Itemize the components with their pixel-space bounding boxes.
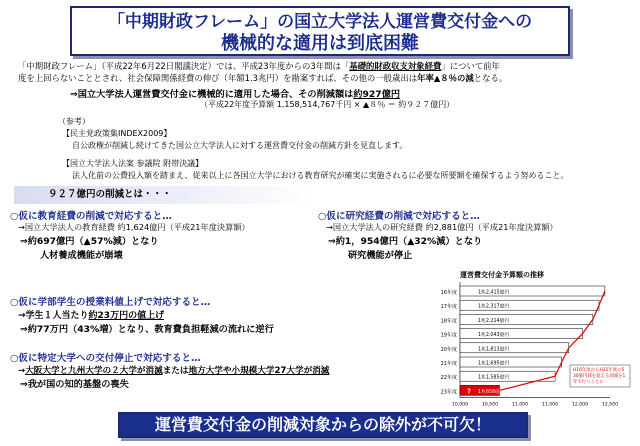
- title-line-2: 機械的な適用は到底困難: [221, 33, 419, 54]
- chart-note-line: 年で行うことに: [573, 380, 604, 385]
- reduction-amount: 約927億円: [353, 89, 401, 100]
- x-tick-label: 11,000: [511, 402, 529, 408]
- bar-value-label: 1兆1,695億円: [478, 361, 510, 367]
- bar-value-label: 1兆658億円: [478, 389, 505, 395]
- case-3-heading: ○仮に学部学生の授業料値上げで対応すると…: [10, 297, 211, 308]
- bar-value-label: 1兆1,585億円: [478, 375, 510, 381]
- reduction-calculation: （平成22年度予算額 1,158,514,767千円 × ▲８％ ＝ 約９２７億円）: [200, 100, 455, 109]
- bar-value-label: 1兆2,317億円: [478, 304, 510, 310]
- reference-1-title: 【民主党政策集INDEX2009】: [62, 129, 172, 138]
- category-label: 21年度: [440, 361, 457, 367]
- reference-1-body: 自公政権が削減し続けてきた国公立大学法人に対する運営費交付金の削減方針を見直します。: [72, 141, 408, 150]
- bar-value-label: 1兆2,214億円: [478, 318, 510, 324]
- reference-label: （参考）: [58, 117, 90, 126]
- category-label: 23年度: [440, 389, 457, 396]
- bar-value-label: 1兆2,043億円: [478, 333, 510, 339]
- case-education-cost: [10, 208, 250, 261]
- chart-title: 運営費交付金予算額の推移: [460, 271, 544, 279]
- intro-line-2: 度を上回らないこととされ、社会保障関係経費の伸び（年額1.3兆円）を勘案すれば、その他の一般歳出は年率▲８％の減となる。: [18, 73, 508, 83]
- case-3-result: ⇒約77万円（43%増）となり、教育費負担軽減の流れに逆行: [20, 324, 274, 335]
- chart-note-line: 30億円減を超える削減を1: [573, 374, 626, 379]
- case-research-cost: [318, 208, 558, 261]
- case-2-detail: →国立大学法人の研究経費 約2,881億円（平成21年度決算額）: [326, 222, 558, 232]
- x-tick-label: 12,500: [601, 402, 619, 408]
- budget-trend-chart: [430, 270, 635, 415]
- intro-line-1: 「中期財政フレーム」（平成22年6月22日閣議決定）では、平成23年度からの3年間は「基礎的財政収支対象経費」について前年: [18, 61, 500, 71]
- case-2-consequence: 研究機能が停止: [348, 250, 413, 261]
- category-label: 19年度: [440, 332, 457, 339]
- case-1-heading: ○仮に教育経費の削減で対応すると…: [10, 211, 172, 222]
- chart-note-line: H16年度からH22年度の5: [573, 368, 625, 373]
- page-title: [70, 6, 570, 56]
- case-4-result: ⇒我が国の知的基盤の喪失: [20, 379, 129, 390]
- case-2-result: ⇒約1，954億円（▲32%減）となり: [328, 236, 483, 247]
- case-1-detail: →国立大学法人の教育経費 約1,624億円（平成21年度決算額）: [18, 222, 250, 232]
- case-tuition-increase: [10, 294, 274, 335]
- cut-banner: ９２７億円の削減とは・・・: [14, 186, 314, 204]
- unknown-marker: ?: [467, 387, 472, 396]
- case-1-result: ⇒約697億円（▲57%減）となり: [20, 236, 159, 247]
- bar: [460, 343, 569, 353]
- bar-value-label: 1兆1,813億円: [478, 347, 510, 353]
- reference-2-title: 【国立大学法人法案 参議院 附帯決議】: [62, 159, 204, 168]
- reduction-amount-line: ⇒国立大学法人運営費交付金に機械的に適用した場合、その削減額は約927億円: [70, 89, 401, 100]
- case-3-detail: →学生１人当たり約23万円の値上げ: [18, 311, 165, 321]
- case-university-closure: [10, 350, 329, 390]
- x-tick-label: 11,500: [541, 402, 559, 408]
- category-label: 20年度: [440, 346, 457, 353]
- bottom-conclusion: 運営費交付金の削減対象からの除外が不可欠！: [118, 412, 528, 438]
- case-2-heading: ○仮に研究経費の削減で対応すると…: [318, 211, 480, 222]
- case-1-consequence: 人材養成機能が崩壊: [40, 250, 123, 261]
- title-line-1: 「中期財政フレーム」の国立大学法人運営費交付金への: [107, 12, 533, 32]
- category-label: 22年度: [440, 375, 457, 382]
- category-label: 16年度: [440, 290, 457, 296]
- x-tick-label: 12,000: [571, 402, 589, 408]
- category-label: 17年度: [440, 304, 457, 311]
- case-4-heading: ○仮に特定大学への交付停止で対応すると…: [10, 353, 201, 364]
- category-label: 18年度: [440, 318, 457, 325]
- reference-2-body: 法人化前の公費投入額を踏まえ、従来以上に各国立大学における教育研究が確実に実施されるに必要な所要額を確保するよう努めること。: [72, 171, 569, 180]
- x-tick-label: 10,500: [481, 402, 499, 408]
- x-tick-label: 10,000: [451, 402, 469, 408]
- intro-paragraph: [18, 60, 624, 84]
- case-4-detail: →大阪大学と九州大学の２大学が消滅または地方大学や小規模大学27大学が消滅: [18, 366, 330, 376]
- bar-value-label: 1兆2,415億円: [478, 290, 510, 296]
- bar: [460, 357, 562, 367]
